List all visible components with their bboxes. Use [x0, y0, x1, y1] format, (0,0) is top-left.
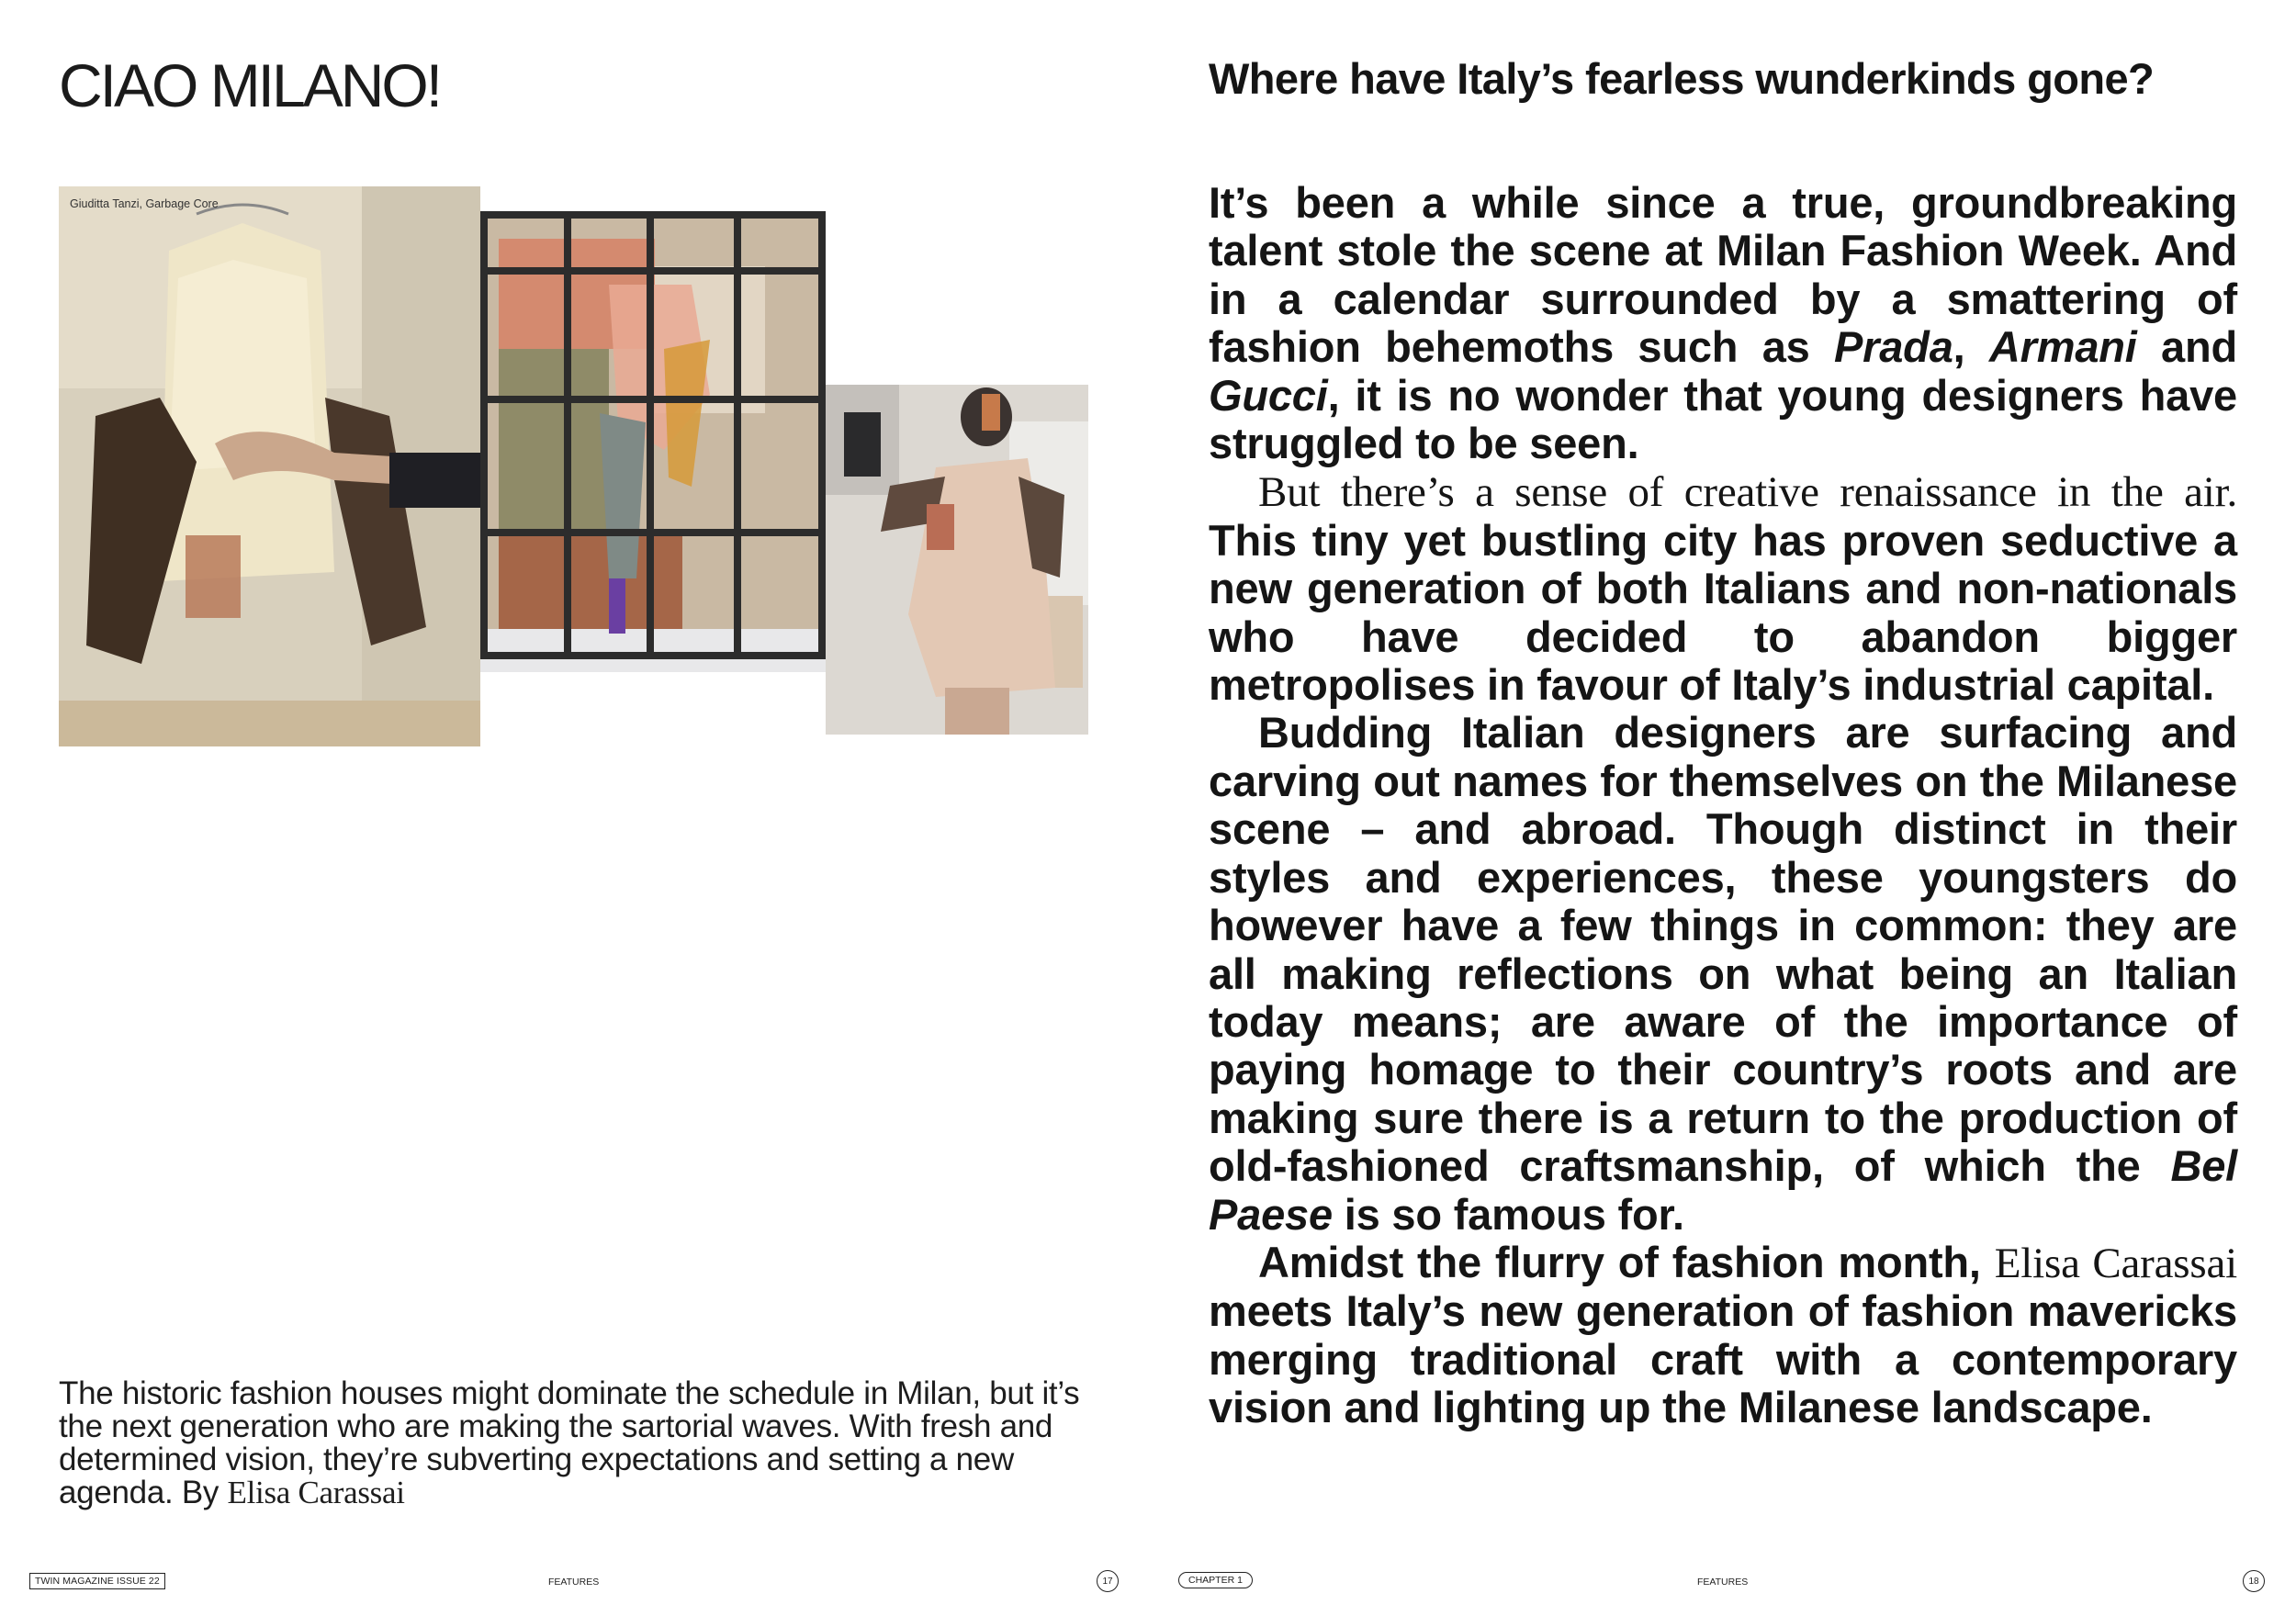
right-page	[1148, 0, 2296, 1616]
photo-garment-hanger-image	[59, 186, 480, 746]
brand-gucci: Gucci	[1209, 370, 1328, 420]
paragraph-1-text: It’s been a while since a true, groundbreaking talent stole the scene at Milan Fashion Week. And in a calendar surrounded by a smattering of fashion behemoths such as	[1209, 178, 2237, 372]
paragraph-4-text: Amidst the flurry of fashion month,	[1258, 1237, 1995, 1286]
photo-mirror-selfie-image	[826, 385, 1088, 735]
paragraph-4-end: meets Italy’s new generation of fashion mavericks merging traditional craft with a contemporary vision and lighting up the Milanese landscape.	[1209, 1286, 2237, 1432]
brand-prada: Prada	[1834, 322, 1953, 372]
paragraph-1	[1209, 179, 2237, 467]
paragraph-1-end: , it is no wonder that young designers have struggled to be seen.	[1209, 370, 2237, 468]
standfirst	[59, 1377, 1097, 1509]
bel-paese-italic: Bel Paese	[1209, 1141, 2237, 1239]
paragraph-2-text: This tiny yet bustling city has proven seductive a new generation of both Italians and non-nationals who have decided to abandon bigger metropolises in favour of Italy’s industrial capital.	[1209, 515, 2237, 710]
paragraph-2-serif-lead: But there’s a sense of creative renaissance in the air.	[1258, 468, 2237, 517]
photo-credit: Giuditta Tanzi, Garbage Core	[70, 197, 219, 210]
feature-title: CIAO MILANO!	[59, 51, 441, 119]
paragraph-3	[1209, 709, 2237, 1238]
paragraph-1-comma: ,	[1953, 322, 1989, 372]
paragraph-4-author: Elisa Carassai	[1994, 1239, 2237, 1287]
chapter-label: CHAPTER 1	[1178, 1572, 1253, 1588]
photo-garment-hanger	[59, 186, 480, 746]
paragraph-3-end: is so famous for.	[1332, 1189, 1684, 1239]
paragraph-2	[1209, 467, 2237, 709]
paragraph-1-and: and	[2136, 322, 2237, 372]
photo-mirror-selfie	[826, 385, 1088, 735]
feature-headline: Where have Italy’s fearless wunderkinds gone?	[1209, 54, 2155, 103]
photo-window-garment	[480, 211, 826, 672]
paragraph-3-text: Budding Italian designers are surfacing and carving out names for themselves on the Milanese scene – and abroad. Though distinct in their styles and experiences, these youngsters do however have a few things in common: they are all making reflections on what being an Italian today means; are aware of the importance of paying homage to their country’s roots and are making sure there is a return to the production of old-fashioned craftsmanship, of which the	[1209, 708, 2237, 1191]
page-number: 18	[2243, 1570, 2265, 1592]
magazine-issue-label: TWIN MAGAZINE ISSUE 22	[29, 1573, 165, 1589]
paragraph-4	[1209, 1239, 2237, 1432]
page-number: 17	[1097, 1570, 1119, 1592]
section-label: FEATURES	[548, 1577, 600, 1588]
byline-author: Elisa Carassai	[227, 1475, 405, 1510]
article-body	[1209, 179, 2237, 1432]
brand-armani: Armani	[1988, 322, 2137, 372]
photo-window-garment-image	[480, 211, 826, 672]
section-label: FEATURES	[1697, 1577, 1749, 1588]
standfirst-text: The historic fashion houses might dominate the schedule in Milan, but it’s the next generation who are making the sartorial waves. With fresh and determined vision, they’re subverting expectations and setting a new agenda. By	[59, 1375, 1080, 1510]
